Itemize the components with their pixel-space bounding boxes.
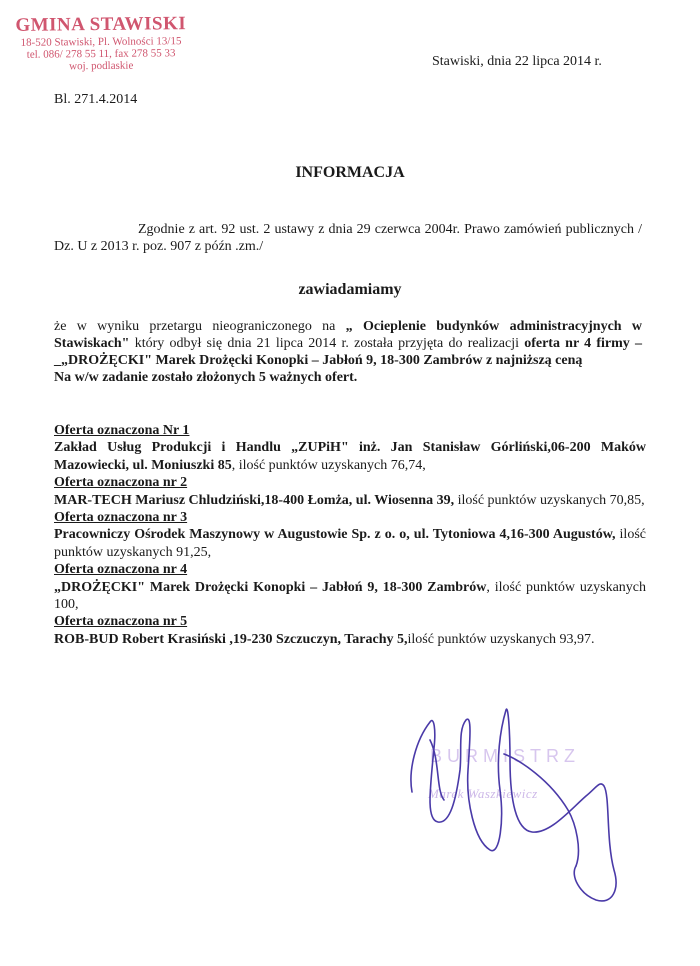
result-text-1: że w wyniku przetargu nieograniczonego na xyxy=(54,319,336,334)
tender-name: „ Ocieplenie budynków administracyjnych w Stawiskach" xyxy=(54,319,643,351)
offer-label: Oferta oznaczona nr 2 xyxy=(54,475,188,491)
mayor-stamp-name: Marek Waszkiewicz xyxy=(428,786,538,801)
offer-count-note: Na w/w zadanie zostało złożonych 5 ważnych ofert. xyxy=(54,370,358,385)
winning-offer: oferta nr 4 firmy –_„DROŻĘCKI" Marek Drożęcki Konopki – Jabłoń 9, 18-300 Zambrów z najniższą ceną xyxy=(54,336,643,368)
handwritten-signature xyxy=(400,700,640,930)
offer-bidder: „DROŻĘCKI" Marek Drożęcki Konopki – Jabłoń 9, 18-300 Zambrów xyxy=(54,579,487,595)
offer-entry xyxy=(54,439,646,474)
offer-entry xyxy=(54,579,646,614)
stamp-region: woj. podlaskie xyxy=(69,59,134,73)
municipality-stamp xyxy=(6,13,197,73)
offer-bidder: Zakład Usług Produkcji i Handlu „ZUPiH" inż. Jan Stanisław Górliński,06-200 Maków Mazowiecki, ul. Moniuszki 85 xyxy=(54,440,646,473)
stamp-address: 18-520 Stawiski, Pl. Wolności 13/15 xyxy=(20,35,182,49)
offer-entry xyxy=(54,526,646,561)
offer-bidder: Pracowniczy Ośrodek Maszynowy w Augustowie Sp. z o. o, ul. Tytoniowa 4,16-300 Augustów, xyxy=(54,527,616,543)
offer-label: Oferta oznaczona nr 4 xyxy=(54,562,188,578)
reference-number: Bl. 271.4.2014 xyxy=(54,92,138,107)
legal-basis-paragraph: Zgodnie z art. 92 ust. 2 ustawy z dnia 29 czerwca 2004r. Prawo zamówień publicznych / Dz. U z 2013 r. poz. 907 z późn .zm./ xyxy=(54,222,642,254)
document-date: Stawiski, dnia 22 lipca 2014 r. xyxy=(432,54,602,69)
offer-points: ilość punktów uzyskanych 91,25, xyxy=(54,527,646,560)
offer-label: Oferta oznaczona nr 3 xyxy=(54,510,188,526)
result-paragraph xyxy=(54,318,642,386)
offer-entry xyxy=(54,631,646,648)
offer-entry xyxy=(54,492,646,509)
notify-heading: zawiadamiamy xyxy=(298,281,402,298)
offer-bidder: ROB-BUD Robert Krasiński ,19-230 Szczuczyn, Tarachy 5, xyxy=(54,631,408,647)
offer-points: , ilość punktów uzyskanych 100, xyxy=(54,579,647,613)
stamp-phone: tel. 086/ 278 55 11, fax 278 55 33 xyxy=(26,47,176,61)
offer-label: Oferta oznaczona Nr 1 xyxy=(54,423,190,438)
offer-points: , ilość punktów uzyskanych 76,74, xyxy=(231,457,426,473)
result-text-2: który odbył się dnia 21 lipca 2014 r. została przyjęta do realizacji xyxy=(134,336,519,351)
mayor-stamp-title: BURMISTRZ xyxy=(430,746,580,766)
offers-list xyxy=(54,422,646,648)
stamp-name: GMINA STAWISKI xyxy=(15,13,187,36)
offer-points: ilość punktów uzyskanych 93,97. xyxy=(407,631,595,647)
offer-bidder: MAR-TECH Mariusz Chludziński,18-400 Łomża, ul. Wiosenna 39, xyxy=(54,492,455,508)
document-title: INFORMACJA xyxy=(295,164,405,181)
offer-points: ilość punktów uzyskanych 70,85, xyxy=(454,492,645,508)
offer-label: Oferta oznaczona nr 5 xyxy=(54,614,188,630)
